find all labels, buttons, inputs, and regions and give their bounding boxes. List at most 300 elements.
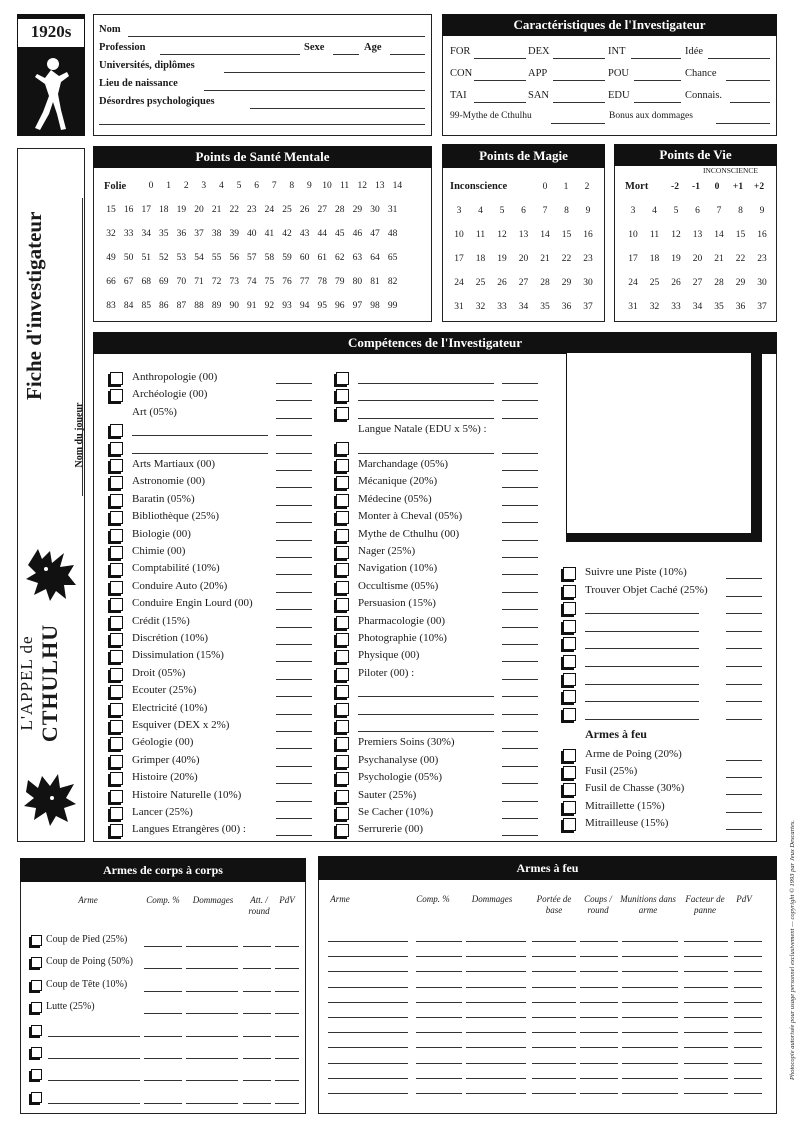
magic-point-cell[interactable]: 35: [540, 302, 550, 312]
skill-checkbox[interactable]: [110, 737, 123, 750]
sanity-point-cell[interactable]: 12: [357, 181, 367, 191]
skill-name-field[interactable]: [585, 648, 699, 649]
guns-cell-field[interactable]: [684, 1047, 728, 1048]
guns-cell-field[interactable]: [580, 1032, 618, 1033]
skill-value-field[interactable]: [502, 540, 538, 541]
sanity-point-cell[interactable]: 39: [229, 229, 239, 239]
life-point-cell[interactable]: 0: [714, 182, 720, 192]
sanity-point-cell[interactable]: 15: [106, 205, 116, 215]
sanity-point-cell[interactable]: 57: [247, 253, 257, 263]
magic-point-cell[interactable]: 8: [564, 206, 569, 216]
life-point-cell[interactable]: 24: [628, 278, 638, 288]
skill-value-field[interactable]: [502, 453, 538, 454]
skill-value-field[interactable]: [502, 522, 538, 523]
melee-value-field[interactable]: [275, 968, 299, 969]
melee-value-field[interactable]: [275, 946, 299, 947]
sanity-point-cell[interactable]: 60: [299, 253, 310, 263]
char-chance-field[interactable]: [726, 80, 770, 81]
melee-value-field[interactable]: [275, 991, 299, 992]
guns-cell-field[interactable]: [622, 956, 678, 957]
skill-name-field[interactable]: [585, 701, 699, 702]
skill-value-field[interactable]: [276, 574, 312, 575]
melee-value-field[interactable]: [144, 991, 182, 992]
melee-checkbox[interactable]: [31, 1069, 42, 1080]
magic-point-cell[interactable]: 1: [563, 182, 569, 192]
life-point-cell[interactable]: 32: [649, 302, 660, 312]
skill-name-field[interactable]: [358, 400, 494, 401]
guns-cell-field[interactable]: [532, 971, 576, 972]
sanity-point-cell[interactable]: 9: [307, 181, 312, 191]
sanity-point-cell[interactable]: 46: [352, 229, 363, 239]
skill-name-field[interactable]: [132, 435, 268, 436]
magic-point-cell[interactable]: 6: [521, 206, 526, 216]
guns-cell-field[interactable]: [684, 1078, 728, 1079]
sanity-point-cell[interactable]: 90: [229, 301, 239, 311]
guns-cell-field[interactable]: [416, 1093, 462, 1094]
sanity-point-cell[interactable]: 35: [159, 229, 169, 239]
magic-point-cell[interactable]: 34: [518, 302, 529, 312]
guns-cell-field[interactable]: [416, 1017, 462, 1018]
skill-checkbox[interactable]: [336, 824, 349, 837]
life-point-cell[interactable]: 23: [757, 254, 767, 264]
skill-checkbox[interactable]: [336, 737, 349, 750]
skill-value-field[interactable]: [502, 557, 538, 558]
magic-point-cell[interactable]: 28: [540, 278, 550, 288]
sanity-point-cell[interactable]: 47: [370, 229, 380, 239]
skill-value-field[interactable]: [276, 748, 312, 749]
melee-value-field[interactable]: [275, 1013, 299, 1014]
skill-checkbox[interactable]: [110, 424, 123, 437]
guns-cell-field[interactable]: [328, 971, 408, 972]
magic-point-cell[interactable]: 10: [454, 230, 464, 240]
life-point-cell[interactable]: 29: [735, 278, 746, 288]
magic-point-cell[interactable]: 21: [540, 254, 550, 264]
melee-weapon-field[interactable]: [48, 1058, 140, 1059]
magic-point-cell[interactable]: 31: [454, 302, 464, 312]
skill-checkbox[interactable]: [336, 772, 349, 785]
life-point-cell[interactable]: 22: [735, 254, 746, 264]
skill-value-field[interactable]: [276, 609, 312, 610]
guns-cell-field[interactable]: [416, 1063, 462, 1064]
skill-checkbox[interactable]: [336, 529, 349, 542]
life-point-cell[interactable]: +2: [753, 182, 765, 192]
sanity-point-cell[interactable]: 13: [375, 181, 385, 191]
skill-value-field[interactable]: [502, 696, 538, 697]
sanity-point-cell[interactable]: 73: [229, 277, 239, 287]
guns-cell-field[interactable]: [684, 1093, 728, 1094]
skill-checkbox[interactable]: [336, 720, 349, 733]
skill-checkbox[interactable]: [336, 616, 349, 629]
guns-cell-field[interactable]: [416, 1047, 462, 1048]
guns-cell-field[interactable]: [328, 1017, 408, 1018]
sanity-point-cell[interactable]: 23: [247, 205, 257, 215]
guns-cell-field[interactable]: [622, 971, 678, 972]
magic-point-cell[interactable]: 30: [583, 278, 593, 288]
char-tai-field[interactable]: [474, 102, 526, 103]
life-point-cell[interactable]: 14: [714, 230, 724, 240]
guns-cell-field[interactable]: [734, 956, 762, 957]
skill-value-field[interactable]: [502, 818, 538, 819]
skill-checkbox[interactable]: [336, 790, 349, 803]
sanity-point-cell[interactable]: 6: [254, 181, 259, 191]
guns-cell-field[interactable]: [580, 941, 618, 942]
skill-value-field[interactable]: [502, 418, 538, 419]
sanity-point-cell[interactable]: 78: [317, 277, 327, 287]
life-point-cell[interactable]: 21: [714, 254, 724, 264]
guns-cell-field[interactable]: [580, 1002, 618, 1003]
melee-weapon-field[interactable]: [48, 1103, 140, 1104]
magic-point-cell[interactable]: 23: [583, 254, 593, 264]
char-connais-field[interactable]: [730, 102, 770, 103]
disorders-field-2[interactable]: [99, 124, 425, 125]
skill-checkbox[interactable]: [563, 637, 576, 650]
skill-checkbox[interactable]: [110, 372, 123, 385]
guns-cell-field[interactable]: [532, 1017, 576, 1018]
melee-value-field[interactable]: [243, 1080, 271, 1081]
guns-cell-field[interactable]: [416, 1032, 462, 1033]
guns-cell-field[interactable]: [580, 956, 618, 957]
skill-checkbox[interactable]: [110, 824, 123, 837]
life-point-cell[interactable]: 26: [671, 278, 681, 288]
guns-cell-field[interactable]: [580, 971, 618, 972]
magic-point-cell[interactable]: 37: [583, 302, 593, 312]
life-point-cell[interactable]: 15: [735, 230, 746, 240]
guns-cell-field[interactable]: [734, 941, 762, 942]
magic-point-cell[interactable]: 7: [542, 206, 548, 216]
magic-point-cell[interactable]: 15: [561, 230, 572, 240]
melee-value-field[interactable]: [144, 1080, 182, 1081]
sanity-point-cell[interactable]: 41: [264, 229, 275, 239]
magic-point-cell[interactable]: 3: [456, 206, 462, 216]
sanity-point-cell[interactable]: 30: [370, 205, 380, 215]
sanity-point-cell[interactable]: 87: [176, 301, 187, 311]
skill-name-field[interactable]: [358, 731, 494, 732]
skill-name-field[interactable]: [585, 666, 699, 667]
birthplace-field[interactable]: [204, 90, 425, 91]
skill-value-field[interactable]: [276, 470, 312, 471]
guns-cell-field[interactable]: [416, 956, 462, 957]
guns-cell-field[interactable]: [532, 1063, 576, 1064]
guns-cell-field[interactable]: [328, 987, 408, 988]
char-san-field[interactable]: [553, 102, 605, 103]
guns-cell-field[interactable]: [734, 1002, 762, 1003]
guns-cell-field[interactable]: [622, 941, 678, 942]
sanity-point-cell[interactable]: 80: [352, 277, 363, 287]
guns-cell-field[interactable]: [532, 956, 576, 957]
magic-point-cell[interactable]: 17: [454, 254, 464, 264]
skill-value-field[interactable]: [502, 627, 538, 628]
sanity-point-cell[interactable]: 44: [317, 229, 327, 239]
skill-checkbox[interactable]: [336, 668, 349, 681]
sanity-point-cell[interactable]: 11: [340, 181, 350, 191]
melee-value-field[interactable]: [243, 946, 271, 947]
firearm-skill-value-field[interactable]: [726, 812, 762, 813]
disorders-field[interactable]: [250, 108, 425, 109]
life-point-cell[interactable]: +1: [732, 182, 744, 192]
sanity-point-cell[interactable]: 74: [247, 277, 257, 287]
guns-cell-field[interactable]: [328, 1063, 408, 1064]
life-point-cell[interactable]: 16: [757, 230, 767, 240]
sanity-point-cell[interactable]: 22: [229, 205, 239, 215]
skill-value-field[interactable]: [502, 505, 538, 506]
skill-checkbox[interactable]: [336, 546, 349, 559]
guns-cell-field[interactable]: [684, 1032, 728, 1033]
guns-cell-field[interactable]: [328, 1032, 408, 1033]
guns-cell-field[interactable]: [684, 1063, 728, 1064]
life-point-cell[interactable]: 11: [649, 230, 660, 240]
skill-checkbox[interactable]: [336, 807, 349, 820]
bonus-field[interactable]: [716, 123, 770, 124]
universities-field[interactable]: [224, 72, 425, 73]
melee-value-field[interactable]: [186, 1036, 238, 1037]
firearm-skill-checkbox[interactable]: [563, 783, 576, 796]
skill-checkbox[interactable]: [110, 442, 123, 455]
life-point-cell[interactable]: 10: [628, 230, 638, 240]
melee-checkbox[interactable]: [31, 935, 42, 946]
guns-cell-field[interactable]: [580, 1017, 618, 1018]
guns-cell-field[interactable]: [416, 941, 462, 942]
skill-value-field[interactable]: [726, 666, 762, 667]
skill-value-field[interactable]: [502, 766, 538, 767]
sanity-point-cell[interactable]: 75: [264, 277, 275, 287]
guns-cell-field[interactable]: [328, 956, 408, 957]
sanity-point-cell[interactable]: 64: [370, 253, 380, 263]
sanity-point-cell[interactable]: 67: [123, 277, 134, 287]
char-dex-field[interactable]: [553, 58, 605, 59]
magic-point-cell[interactable]: 11: [475, 230, 486, 240]
guns-cell-field[interactable]: [466, 1017, 526, 1018]
skill-value-field[interactable]: [276, 679, 312, 680]
skill-value-field[interactable]: [276, 453, 312, 454]
sanity-point-cell[interactable]: 55: [211, 253, 222, 263]
skill-value-field[interactable]: [502, 748, 538, 749]
sanity-point-cell[interactable]: 86: [159, 301, 169, 311]
sanity-point-cell[interactable]: 36: [176, 229, 187, 239]
sanity-point-cell[interactable]: 17: [141, 205, 151, 215]
life-point-cell[interactable]: 7: [716, 206, 722, 216]
skill-checkbox[interactable]: [336, 442, 349, 455]
sanity-point-cell[interactable]: 2: [183, 181, 189, 191]
skill-value-field[interactable]: [502, 609, 538, 610]
sanity-point-cell[interactable]: 91: [247, 301, 257, 311]
life-point-cell[interactable]: 9: [759, 206, 765, 216]
magic-point-cell[interactable]: 25: [475, 278, 486, 288]
magic-point-cell[interactable]: 19: [497, 254, 507, 264]
skill-checkbox[interactable]: [336, 459, 349, 472]
melee-checkbox[interactable]: [31, 1025, 42, 1036]
guns-cell-field[interactable]: [532, 1078, 576, 1079]
melee-value-field[interactable]: [243, 1036, 271, 1037]
guns-cell-field[interactable]: [416, 1002, 462, 1003]
skill-name-field[interactable]: [358, 696, 494, 697]
portrait-area[interactable]: [566, 352, 752, 534]
skill-value-field[interactable]: [502, 714, 538, 715]
melee-value-field[interactable]: [144, 946, 182, 947]
skill-value-field[interactable]: [726, 613, 762, 614]
sanity-point-cell[interactable]: 38: [211, 229, 222, 239]
sanity-point-cell[interactable]: 51: [141, 253, 151, 263]
skill-value-field[interactable]: [276, 696, 312, 697]
guns-cell-field[interactable]: [416, 971, 462, 972]
melee-checkbox[interactable]: [31, 957, 42, 968]
guns-cell-field[interactable]: [684, 956, 728, 957]
char-pou-field[interactable]: [634, 80, 681, 81]
skill-checkbox[interactable]: [563, 620, 576, 633]
sanity-point-cell[interactable]: 82: [387, 277, 398, 287]
life-point-cell[interactable]: 25: [649, 278, 660, 288]
life-point-cell[interactable]: 28: [714, 278, 724, 288]
skill-value-field[interactable]: [726, 578, 762, 579]
skill-checkbox[interactable]: [110, 459, 123, 472]
melee-value-field[interactable]: [243, 1058, 271, 1059]
guns-cell-field[interactable]: [734, 1078, 762, 1079]
magic-point-cell[interactable]: 32: [475, 302, 486, 312]
sanity-point-cell[interactable]: 99: [387, 301, 398, 311]
guns-cell-field[interactable]: [622, 1078, 678, 1079]
sanity-point-cell[interactable]: 89: [211, 301, 222, 311]
guns-cell-field[interactable]: [328, 941, 408, 942]
skill-value-field[interactable]: [502, 487, 538, 488]
sanity-point-cell[interactable]: 76: [282, 277, 292, 287]
sanity-point-cell[interactable]: 5: [236, 181, 242, 191]
sanity-point-cell[interactable]: 33: [123, 229, 134, 239]
guns-cell-field[interactable]: [466, 956, 526, 957]
sanity-point-cell[interactable]: 58: [264, 253, 275, 263]
guns-cell-field[interactable]: [684, 1002, 728, 1003]
skill-value-field[interactable]: [726, 701, 762, 702]
sanity-point-cell[interactable]: 10: [322, 181, 332, 191]
sanity-point-cell[interactable]: 52: [159, 253, 169, 263]
melee-checkbox[interactable]: [31, 1092, 42, 1103]
magic-point-cell[interactable]: 4: [478, 206, 483, 216]
char-edu-field[interactable]: [634, 102, 681, 103]
sanity-point-cell[interactable]: 71: [194, 277, 204, 287]
skill-checkbox[interactable]: [110, 494, 123, 507]
sanity-point-cell[interactable]: 59: [282, 253, 292, 263]
profession-field[interactable]: [160, 54, 300, 55]
guns-cell-field[interactable]: [328, 1047, 408, 1048]
melee-value-field[interactable]: [144, 1103, 182, 1104]
guns-cell-field[interactable]: [466, 1002, 526, 1003]
skill-value-field[interactable]: [276, 400, 312, 401]
sanity-point-cell[interactable]: 4: [219, 181, 224, 191]
sanity-point-cell[interactable]: 65: [387, 253, 398, 263]
skill-checkbox[interactable]: [563, 602, 576, 615]
sanity-point-cell[interactable]: 81: [370, 277, 380, 287]
melee-value-field[interactable]: [144, 1013, 182, 1014]
guns-cell-field[interactable]: [580, 987, 618, 988]
char-app-field[interactable]: [553, 80, 605, 81]
sanity-point-cell[interactable]: 69: [159, 277, 169, 287]
skill-value-field[interactable]: [276, 505, 312, 506]
skill-checkbox[interactable]: [336, 494, 349, 507]
sanity-point-cell[interactable]: 45: [335, 229, 345, 239]
skill-checkbox[interactable]: [336, 685, 349, 698]
life-point-cell[interactable]: 27: [692, 278, 703, 288]
life-point-cell[interactable]: 3: [630, 206, 636, 216]
char-idee-field[interactable]: [708, 58, 770, 59]
sanity-point-cell[interactable]: 27: [317, 205, 327, 215]
melee-checkbox[interactable]: [31, 1047, 42, 1058]
skill-checkbox[interactable]: [110, 807, 123, 820]
guns-cell-field[interactable]: [734, 1032, 762, 1033]
char-for-field[interactable]: [474, 58, 526, 59]
firearm-skill-value-field[interactable]: [726, 794, 762, 795]
skill-value-field[interactable]: [276, 731, 312, 732]
guns-cell-field[interactable]: [622, 1032, 678, 1033]
guns-cell-field[interactable]: [622, 987, 678, 988]
sanity-point-cell[interactable]: 63: [352, 253, 363, 263]
magic-point-cell[interactable]: 29: [561, 278, 572, 288]
guns-cell-field[interactable]: [466, 1093, 526, 1094]
magic-point-cell[interactable]: 12: [497, 230, 507, 240]
skill-checkbox[interactable]: [336, 703, 349, 716]
guns-cell-field[interactable]: [580, 1047, 618, 1048]
sanity-point-cell[interactable]: 53: [176, 253, 187, 263]
sanity-point-cell[interactable]: 62: [335, 253, 345, 263]
sanity-point-cell[interactable]: 49: [106, 253, 116, 263]
sanity-point-cell[interactable]: 26: [299, 205, 310, 215]
sanity-point-cell[interactable]: 31: [387, 205, 398, 215]
skill-checkbox[interactable]: [110, 563, 123, 576]
magic-point-cell[interactable]: 9: [585, 206, 591, 216]
skill-checkbox[interactable]: [563, 690, 576, 703]
melee-value-field[interactable]: [243, 991, 271, 992]
sanity-point-cell[interactable]: 40: [247, 229, 257, 239]
melee-value-field[interactable]: [275, 1103, 299, 1104]
skill-value-field[interactable]: [276, 714, 312, 715]
life-point-cell[interactable]: 30: [757, 278, 767, 288]
sanity-point-cell[interactable]: 72: [211, 277, 222, 287]
sanity-point-cell[interactable]: 95: [317, 301, 327, 311]
guns-cell-field[interactable]: [416, 1078, 462, 1079]
skill-checkbox[interactable]: [336, 633, 349, 646]
sanity-point-cell[interactable]: 32: [106, 229, 116, 239]
sanity-point-cell[interactable]: 20: [194, 205, 204, 215]
firearm-skill-checkbox[interactable]: [563, 766, 576, 779]
sanity-point-cell[interactable]: 88: [194, 301, 204, 311]
magic-point-cell[interactable]: 33: [497, 302, 507, 312]
skill-name-field[interactable]: [585, 613, 699, 614]
firearm-skill-checkbox[interactable]: [563, 801, 576, 814]
melee-value-field[interactable]: [186, 1058, 238, 1059]
sanity-point-cell[interactable]: 85: [141, 301, 151, 311]
magic-point-cell[interactable]: 27: [518, 278, 529, 288]
life-point-cell[interactable]: 4: [652, 206, 657, 216]
skill-value-field[interactable]: [502, 644, 538, 645]
skill-checkbox[interactable]: [563, 655, 576, 668]
melee-value-field[interactable]: [186, 1013, 238, 1014]
life-point-cell[interactable]: 37: [757, 302, 767, 312]
magic-point-cell[interactable]: 16: [583, 230, 593, 240]
guns-cell-field[interactable]: [466, 1047, 526, 1048]
name-field[interactable]: [128, 36, 425, 37]
skill-value-field[interactable]: [502, 801, 538, 802]
melee-value-field[interactable]: [186, 1080, 238, 1081]
magic-point-cell[interactable]: 2: [584, 182, 590, 192]
skill-value-field[interactable]: [276, 801, 312, 802]
skill-value-field[interactable]: [502, 574, 538, 575]
skill-checkbox[interactable]: [336, 476, 349, 489]
skill-checkbox[interactable]: [110, 703, 123, 716]
sanity-point-cell[interactable]: 16: [123, 205, 134, 215]
guns-cell-field[interactable]: [622, 1017, 678, 1018]
guns-cell-field[interactable]: [622, 1002, 678, 1003]
skill-checkbox[interactable]: [336, 511, 349, 524]
skill-name-field[interactable]: [132, 453, 268, 454]
melee-weapon-field[interactable]: [48, 1036, 140, 1037]
skill-checkbox[interactable]: [563, 708, 576, 721]
